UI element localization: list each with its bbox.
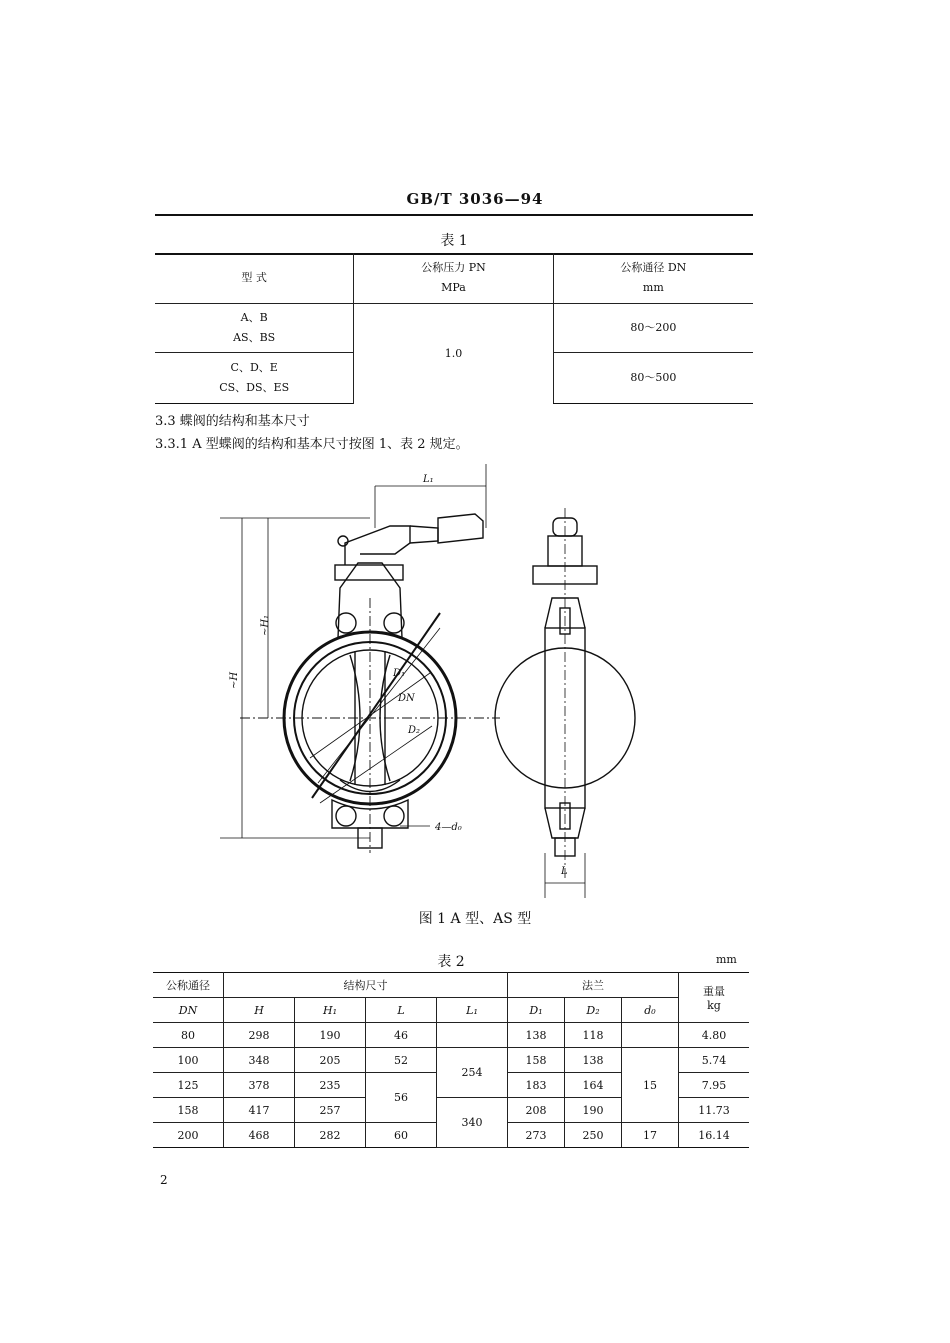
cell-l: 60 xyxy=(366,1123,437,1148)
cell-l: 56 xyxy=(366,1073,437,1123)
standard-code: GB/T 3036—94 xyxy=(406,190,544,208)
cell-dn: 200 xyxy=(153,1123,224,1148)
cell-d1: 183 xyxy=(508,1073,565,1098)
t2-sub-l1: L₁ xyxy=(437,998,508,1023)
label-dn: DN xyxy=(398,693,415,704)
cell-h: 468 xyxy=(224,1123,295,1148)
t2-sub-h: H xyxy=(224,998,295,1023)
table1-caption: 表 1 xyxy=(440,233,468,249)
t1-row2-dn: 80～500 xyxy=(553,353,753,404)
table-row xyxy=(153,1048,749,1073)
cell-h1: 190 xyxy=(295,1023,366,1048)
cell-weight: 7.95 xyxy=(679,1073,750,1098)
cell-d0: 15 xyxy=(622,1048,679,1123)
cell-weight: 11.73 xyxy=(679,1098,750,1123)
t1-row2-types: C、D、E CS、DS、ES xyxy=(155,353,354,404)
page-number: 2 xyxy=(160,1173,168,1187)
cell-h1: 282 xyxy=(295,1123,366,1148)
cell-d2: 164 xyxy=(565,1073,622,1098)
cell-d0-empty xyxy=(622,1023,679,1048)
t1-head-pn: 公称压力 PN MPa xyxy=(354,253,553,304)
t2-sub-h1: H₁ xyxy=(295,998,366,1023)
t1-head-type: 型 式 xyxy=(241,271,267,284)
label-l1: L₁ xyxy=(423,474,434,485)
t2-sub-d2: D₂ xyxy=(565,998,622,1023)
t2-head-dn: DN xyxy=(153,998,224,1023)
header-rule xyxy=(155,214,753,216)
t1-head-dn: 公称通径 DN mm xyxy=(553,253,753,304)
cell-weight: 4.80 xyxy=(679,1023,750,1048)
cell-weight: 16.14 xyxy=(679,1123,750,1148)
t2-sub-d1: D₁ xyxy=(508,998,565,1023)
t2-head-structure: 结构尺寸 xyxy=(224,973,508,998)
table2-caption: 表 2 xyxy=(437,954,465,970)
label-d2: D₂ xyxy=(408,725,421,736)
cell-weight: 5.74 xyxy=(679,1048,750,1073)
section-3-3-1: 3.3.1 A 型蝶阀的结构和基本尺寸按图 1、表 2 规定。 xyxy=(155,437,469,452)
label-h: ~H xyxy=(229,671,241,690)
front-view xyxy=(220,464,500,853)
label-d1: D₁ xyxy=(393,668,406,679)
table2 xyxy=(153,972,749,1148)
t2-head-flange: 法兰 xyxy=(508,973,679,998)
cell-h: 298 xyxy=(224,1023,295,1048)
t2-head-nominal: 公称通径 xyxy=(153,973,224,998)
cell-l: 46 xyxy=(366,1023,437,1048)
label-holes: 4—d₀ xyxy=(435,822,462,833)
cell-d2: 118 xyxy=(565,1023,622,1048)
table-row xyxy=(153,1023,749,1048)
label-h1: ~H₁ xyxy=(260,614,272,637)
cell-dn: 125 xyxy=(153,1073,224,1098)
label-l: L xyxy=(561,866,568,877)
cell-h: 378 xyxy=(224,1073,295,1098)
cell-dn: 100 xyxy=(153,1048,224,1073)
cell-dn: 158 xyxy=(153,1098,224,1123)
t1-pn-value: 1.0 xyxy=(354,304,553,404)
side-view xyxy=(495,508,635,898)
t2-head-weight: 重量 kg xyxy=(679,973,750,1023)
cell-d1: 138 xyxy=(508,1023,565,1048)
cell-dn: 80 xyxy=(153,1023,224,1048)
cell-l: 52 xyxy=(366,1048,437,1073)
cell-d2: 250 xyxy=(565,1123,622,1148)
section-3-3: 3.3 蝶阀的结构和基本尺寸 xyxy=(155,414,310,429)
cell-d1: 158 xyxy=(508,1048,565,1073)
cell-h1: 235 xyxy=(295,1073,366,1098)
cell-l1: 254 xyxy=(437,1048,508,1098)
t1-row1-types: A、B AS、BS xyxy=(155,304,354,353)
cell-d2: 138 xyxy=(565,1048,622,1073)
cell-d2: 190 xyxy=(565,1098,622,1123)
cell-d1: 208 xyxy=(508,1098,565,1123)
table2-unit: mm xyxy=(716,953,737,966)
t2-sub-l: L xyxy=(366,998,437,1023)
t1-row1-dn: 80～200 xyxy=(553,304,753,353)
cell-h1: 205 xyxy=(295,1048,366,1073)
cell-h1: 257 xyxy=(295,1098,366,1123)
cell-l1: 340 xyxy=(437,1098,508,1148)
t2-sub-d0: d₀ xyxy=(622,998,679,1023)
figure-caption: 图 1 A 型、AS 型 xyxy=(418,911,532,927)
cell-h: 417 xyxy=(224,1098,295,1123)
table1 xyxy=(155,253,753,404)
cell-d0: 17 xyxy=(622,1123,679,1148)
cell-h: 348 xyxy=(224,1048,295,1073)
cell-l1-empty xyxy=(437,1023,508,1048)
cell-d1: 273 xyxy=(508,1123,565,1148)
